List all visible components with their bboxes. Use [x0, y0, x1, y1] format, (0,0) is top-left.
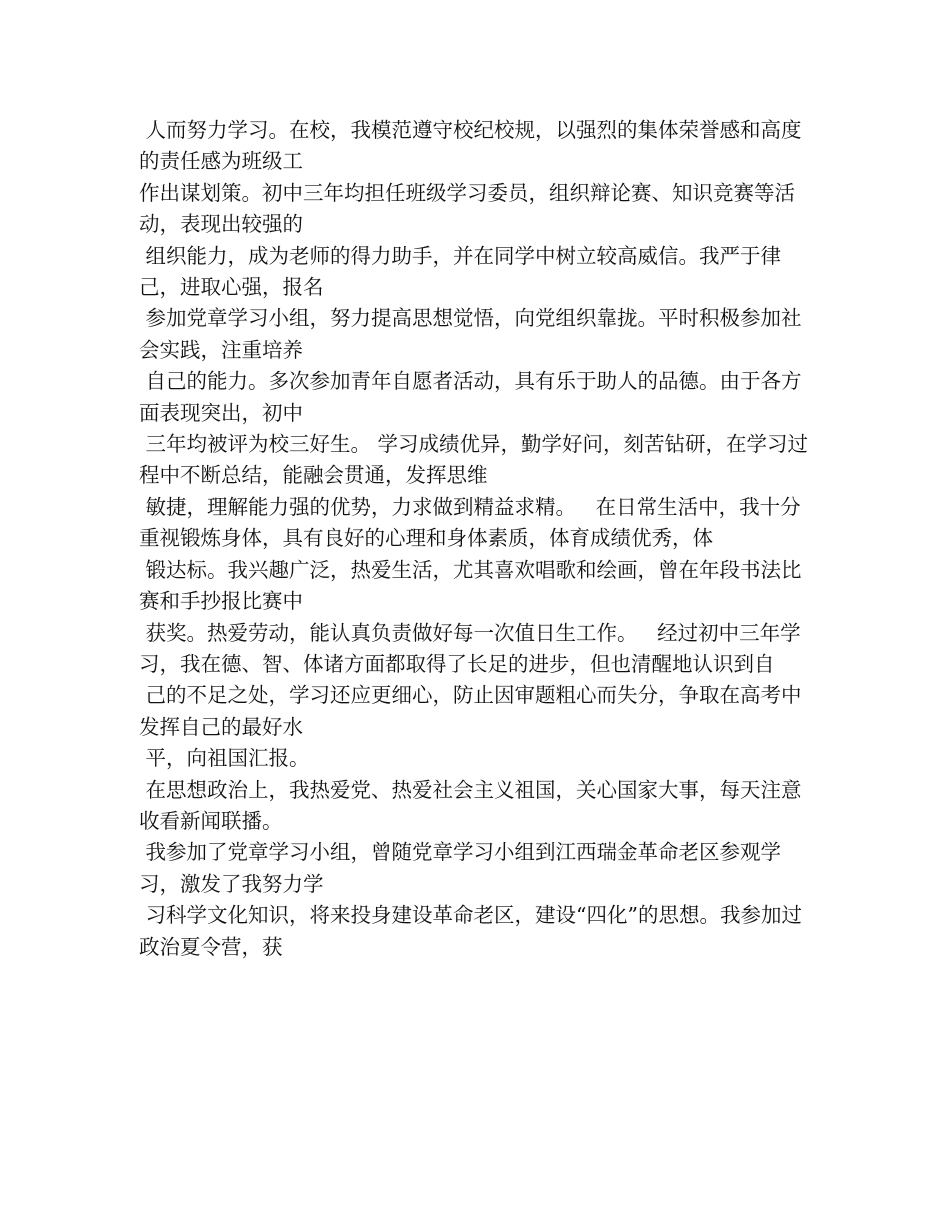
- body-text: 人而努力学习。在校，我模范遵守校纪校规，以强烈的集体荣誉感和高度的责任感为班级工 作出谋划策。初中三年均担任班级学习委员，组织辩论赛、知识竞赛等活动，表现出较强的 组织能力，成为老师的得力助手，并在同学中树立较高威信。我严于律己，进取心强，报名 参加党章学习小组，努力提高思想觉悟，向党组织靠拢。平时积极参加社会实践，注重培养 自己的能力。多次参加青年自愿者活动，具有乐于助人的品德。由于各方面表现突出，初中 三年均被评为校三好生。 学习成绩优异，勤学好问，刻苦钻研，在学习过程中不断总结，能融会贯通，发挥思维 敏捷，理解能力强的优势，力求做到精益求精。 在日常生活中，我十分重视锻炼身体，具有良好的心理和身体素质，体育成绩优秀，体 锻达标。我兴趣广泛，热爱生活，尤其喜欢唱歌和绘画，曾在年段书法比赛和手抄报比赛中 获奖。热爱劳动，能认真负责做好每一次值日生工作。 经过初中三年学习，我在德、智、体诸方面都取得了长足的进步，但也清醒地认识到自 己的不足之处，学习还应更细心，防止因审题粗心而失分，争取在高考中发挥自己的最好水 平，向祖国汇报。 在思想政治上，我热爱党、热爱社会主义祖国，关心国家大事，每天注意收看新闻联播。 我参加了党章学习小组，曾随党章学习小组到江西瑞金革命老区参观学习，激发了我努力学 习科学文化知识，将来投身建设革命老区，建设“四化”的思想。我参加过政治夏令营，获: [139, 118, 809, 959]
